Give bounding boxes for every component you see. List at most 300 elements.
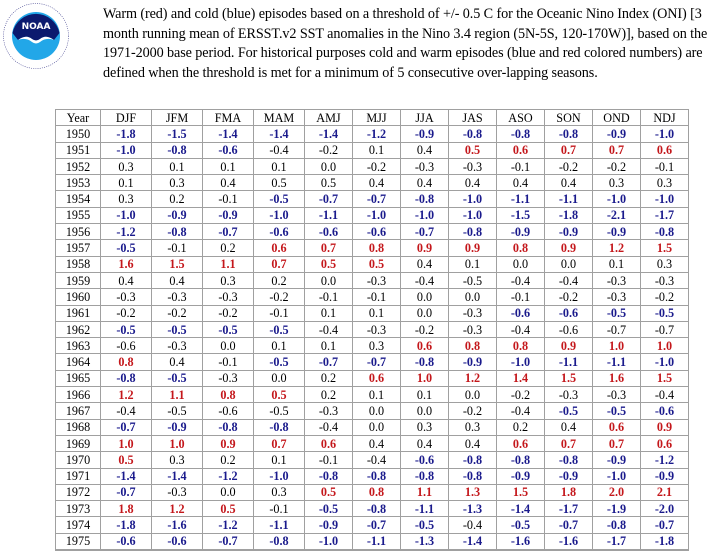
- cold-episode-value: -0.5: [152, 321, 203, 337]
- warm-episode-value: 1.0: [152, 435, 203, 451]
- warm-episode-value: 1.2: [152, 501, 203, 517]
- cold-episode-value: -0.9: [449, 354, 497, 370]
- oni-value: -0.2: [254, 289, 305, 305]
- oni-value: -0.5: [449, 272, 497, 288]
- cold-episode-value: -1.0: [449, 207, 497, 223]
- warm-episode-value: 0.8: [353, 484, 401, 500]
- cold-episode-value: -1.1: [545, 354, 593, 370]
- oni-value: 0.4: [353, 175, 401, 191]
- oni-value: 0.4: [497, 175, 545, 191]
- oni-value: -0.2: [401, 321, 449, 337]
- year-cell: 1972: [56, 484, 101, 500]
- oni-value: 0.3: [254, 484, 305, 500]
- warm-episode-value: 0.6: [401, 338, 449, 354]
- warm-episode-value: 0.5: [101, 452, 152, 468]
- cold-episode-value: -0.8: [449, 126, 497, 142]
- cold-episode-value: -0.9: [593, 452, 641, 468]
- warm-episode-value: 0.7: [593, 435, 641, 451]
- oni-value: -0.2: [101, 305, 152, 321]
- cold-episode-value: -1.1: [254, 517, 305, 533]
- warm-episode-value: 0.5: [254, 387, 305, 403]
- table-row: [56, 387, 689, 403]
- oni-value: -0.5: [152, 403, 203, 419]
- column-header-ond: OND: [593, 110, 641, 126]
- oni-value: 0.0: [401, 289, 449, 305]
- oni-value: -0.7: [641, 321, 689, 337]
- cold-episode-value: -0.9: [497, 224, 545, 240]
- oni-value: -0.2: [497, 387, 545, 403]
- warm-episode-value: 1.5: [545, 370, 593, 386]
- cold-episode-value: -0.7: [401, 224, 449, 240]
- oni-value: -0.2: [593, 158, 641, 174]
- year-cell: 1968: [56, 419, 101, 435]
- year-cell: 1957: [56, 240, 101, 256]
- cold-episode-value: -0.9: [593, 224, 641, 240]
- oni-value: -0.3: [305, 403, 353, 419]
- table-header-row: [56, 110, 689, 126]
- oni-value: -0.3: [152, 484, 203, 500]
- table-row: [56, 370, 689, 386]
- cold-episode-value: -0.9: [203, 207, 254, 223]
- oni-value: 0.4: [449, 435, 497, 451]
- warm-episode-value: 0.6: [353, 370, 401, 386]
- cold-episode-value: -0.8: [401, 191, 449, 207]
- column-header-aso: ASO: [497, 110, 545, 126]
- cold-episode-value: -0.7: [101, 484, 152, 500]
- oni-value: -0.3: [353, 321, 401, 337]
- table-row: [56, 158, 689, 174]
- cold-episode-value: -1.4: [305, 126, 353, 142]
- warm-episode-value: 2.1: [641, 484, 689, 500]
- cold-episode-value: -0.7: [545, 517, 593, 533]
- warm-episode-value: 1.0: [101, 435, 152, 451]
- oni-value: 0.1: [353, 387, 401, 403]
- cold-episode-value: -1.0: [305, 533, 353, 550]
- table-row: [56, 224, 689, 240]
- warm-episode-value: 0.8: [353, 240, 401, 256]
- warm-episode-value: 0.9: [545, 240, 593, 256]
- cold-episode-value: -0.8: [545, 452, 593, 468]
- oni-value: 0.1: [203, 158, 254, 174]
- oni-value: 0.4: [545, 419, 593, 435]
- oni-value: -0.1: [254, 501, 305, 517]
- oni-value: 0.0: [305, 158, 353, 174]
- year-cell: 1951: [56, 142, 101, 158]
- oni-value: -0.2: [305, 142, 353, 158]
- warm-episode-value: 0.5: [305, 256, 353, 272]
- warm-episode-value: 0.6: [497, 435, 545, 451]
- cold-episode-value: -2.0: [641, 501, 689, 517]
- oni-value: 0.4: [401, 435, 449, 451]
- oni-value: -0.3: [203, 370, 254, 386]
- cold-episode-value: -1.0: [254, 207, 305, 223]
- year-cell: 1974: [56, 517, 101, 533]
- warm-episode-value: 0.5: [203, 501, 254, 517]
- cold-episode-value: -1.1: [497, 191, 545, 207]
- oni-value: 0.3: [101, 191, 152, 207]
- table-row: [56, 435, 689, 451]
- oni-value: 0.4: [152, 354, 203, 370]
- table-row: [56, 256, 689, 272]
- cold-episode-value: -1.8: [101, 517, 152, 533]
- cold-episode-value: -1.1: [593, 354, 641, 370]
- oni-value: -0.3: [593, 289, 641, 305]
- oni-value: 0.0: [401, 305, 449, 321]
- column-header-year: Year: [56, 110, 101, 126]
- oni-value: 0.1: [254, 338, 305, 354]
- year-cell: 1950: [56, 126, 101, 142]
- warm-episode-value: 1.1: [203, 256, 254, 272]
- table-row: [56, 533, 689, 550]
- oni-value: -0.1: [641, 158, 689, 174]
- cold-episode-value: -0.7: [641, 517, 689, 533]
- oni-value: 0.3: [152, 452, 203, 468]
- oni-value: -0.6: [101, 338, 152, 354]
- year-cell: 1975: [56, 533, 101, 550]
- oni-value: -0.3: [152, 338, 203, 354]
- warm-episode-value: 1.0: [401, 370, 449, 386]
- oni-value: -0.4: [641, 387, 689, 403]
- table-row: [56, 240, 689, 256]
- warm-episode-value: 1.2: [449, 370, 497, 386]
- cold-episode-value: -0.8: [497, 452, 545, 468]
- cold-episode-value: -1.7: [593, 533, 641, 550]
- cold-episode-value: -1.4: [254, 126, 305, 142]
- oni-value: -0.4: [353, 452, 401, 468]
- cold-episode-value: -1.7: [641, 207, 689, 223]
- cold-episode-value: -0.8: [449, 468, 497, 484]
- oni-value: 0.5: [305, 175, 353, 191]
- oni-value: -0.3: [101, 289, 152, 305]
- warm-episode-value: 0.6: [641, 435, 689, 451]
- oni-value: 0.2: [305, 387, 353, 403]
- oni-value: 0.0: [305, 272, 353, 288]
- year-cell: 1963: [56, 338, 101, 354]
- cold-episode-value: -0.6: [101, 533, 152, 550]
- cold-episode-value: -0.5: [254, 354, 305, 370]
- oni-value: -0.1: [152, 240, 203, 256]
- oni-value: 0.1: [101, 175, 152, 191]
- oni-value: 0.1: [152, 158, 203, 174]
- oni-value: -0.1: [305, 452, 353, 468]
- oni-value: -0.4: [101, 403, 152, 419]
- column-header-jja: JJA: [401, 110, 449, 126]
- cold-episode-value: -0.7: [203, 224, 254, 240]
- oni-value: 0.4: [401, 256, 449, 272]
- warm-episode-value: 0.9: [449, 240, 497, 256]
- oni-value: -0.6: [545, 321, 593, 337]
- oni-value: -0.4: [497, 321, 545, 337]
- cold-episode-value: -1.0: [353, 207, 401, 223]
- table-row: [56, 517, 689, 533]
- oni-value: 0.0: [203, 338, 254, 354]
- oni-value: -0.2: [641, 289, 689, 305]
- year-cell: 1956: [56, 224, 101, 240]
- warm-episode-value: 0.9: [641, 419, 689, 435]
- oni-value: 0.0: [401, 403, 449, 419]
- column-header-mam: MAM: [254, 110, 305, 126]
- table-row: [56, 452, 689, 468]
- oni-value: 0.1: [254, 452, 305, 468]
- warm-episode-value: 0.7: [593, 142, 641, 158]
- oni-value: -0.1: [203, 191, 254, 207]
- oni-value: 0.1: [353, 142, 401, 158]
- cold-episode-value: -1.2: [353, 126, 401, 142]
- cold-episode-value: -1.7: [545, 501, 593, 517]
- cold-episode-value: -1.8: [101, 126, 152, 142]
- oni-value: 0.5: [254, 175, 305, 191]
- warm-episode-value: 1.6: [101, 256, 152, 272]
- oni-value: 0.0: [254, 370, 305, 386]
- warm-episode-value: 1.0: [641, 338, 689, 354]
- oni-value: -0.3: [401, 158, 449, 174]
- oni-value: -0.1: [497, 158, 545, 174]
- table-row: [56, 207, 689, 223]
- cold-episode-value: -0.5: [254, 321, 305, 337]
- oni-value: -0.4: [497, 272, 545, 288]
- cold-episode-value: -0.8: [449, 452, 497, 468]
- warm-episode-value: 0.6: [305, 435, 353, 451]
- cold-episode-value: -1.0: [101, 142, 152, 158]
- table-row: [56, 175, 689, 191]
- oni-value: -0.4: [401, 272, 449, 288]
- cold-episode-value: -0.8: [353, 468, 401, 484]
- cold-episode-value: -0.8: [449, 224, 497, 240]
- cold-episode-value: -1.3: [449, 501, 497, 517]
- cold-episode-value: -1.0: [641, 354, 689, 370]
- cold-episode-value: -0.8: [101, 370, 152, 386]
- oni-value: 0.2: [305, 370, 353, 386]
- cold-episode-value: -0.5: [593, 305, 641, 321]
- oni-value: 0.1: [353, 305, 401, 321]
- oni-value: 0.3: [641, 175, 689, 191]
- year-cell: 1970: [56, 452, 101, 468]
- oni-value: 0.3: [593, 175, 641, 191]
- year-cell: 1965: [56, 370, 101, 386]
- noaa-logo-icon: [2, 2, 70, 70]
- table-row: [56, 126, 689, 142]
- table-row: [56, 484, 689, 500]
- warm-episode-value: 0.5: [449, 142, 497, 158]
- column-header-djf: DJF: [101, 110, 152, 126]
- cold-episode-value: -0.6: [641, 403, 689, 419]
- column-header-ndj: NDJ: [641, 110, 689, 126]
- cold-episode-value: -0.5: [545, 403, 593, 419]
- warm-episode-value: 0.6: [254, 240, 305, 256]
- oni-value: -0.3: [152, 289, 203, 305]
- oni-value: -0.4: [449, 517, 497, 533]
- warm-episode-value: 0.6: [497, 142, 545, 158]
- oni-value: 0.0: [449, 289, 497, 305]
- year-cell: 1958: [56, 256, 101, 272]
- oni-value: 0.1: [305, 305, 353, 321]
- oni-value: 0.1: [401, 387, 449, 403]
- cold-episode-value: -0.7: [101, 419, 152, 435]
- column-header-amj: AMJ: [305, 110, 353, 126]
- cold-episode-value: -0.8: [545, 126, 593, 142]
- warm-episode-value: 1.5: [152, 256, 203, 272]
- oni-value: 0.2: [254, 272, 305, 288]
- cold-episode-value: -1.5: [497, 207, 545, 223]
- warm-episode-value: 0.9: [203, 435, 254, 451]
- oni-value: -0.3: [593, 387, 641, 403]
- oni-value: -0.3: [353, 272, 401, 288]
- cold-episode-value: -0.5: [593, 403, 641, 419]
- cold-episode-value: -0.8: [203, 419, 254, 435]
- cold-episode-value: -1.5: [152, 126, 203, 142]
- oni-value: 0.4: [401, 175, 449, 191]
- oni-value: 0.3: [449, 419, 497, 435]
- cold-episode-value: -0.8: [152, 224, 203, 240]
- cold-episode-value: -0.9: [545, 468, 593, 484]
- oni-value: 0.4: [353, 435, 401, 451]
- oni-value: 0.4: [101, 272, 152, 288]
- cold-episode-value: -1.2: [641, 452, 689, 468]
- cold-episode-value: -0.8: [305, 468, 353, 484]
- cold-episode-value: -0.9: [497, 468, 545, 484]
- oni-value: -0.3: [545, 387, 593, 403]
- cold-episode-value: -0.9: [401, 126, 449, 142]
- oni-value: 0.3: [101, 158, 152, 174]
- warm-episode-value: 0.9: [401, 240, 449, 256]
- oni-value: 0.2: [203, 452, 254, 468]
- warm-episode-value: 1.5: [641, 370, 689, 386]
- cold-episode-value: -0.9: [305, 517, 353, 533]
- warm-episode-value: 1.6: [593, 370, 641, 386]
- oni-value: -0.2: [449, 403, 497, 419]
- oni-value: -0.4: [497, 403, 545, 419]
- cold-episode-value: -0.5: [305, 501, 353, 517]
- year-cell: 1955: [56, 207, 101, 223]
- oni-value: 0.3: [401, 419, 449, 435]
- cold-episode-value: -1.9: [593, 501, 641, 517]
- cold-episode-value: -1.0: [449, 191, 497, 207]
- table-row: [56, 191, 689, 207]
- caption-text: Warm (red) and cold (blue) episodes based on a threshold of +/- 0.5 C for the Oceanic Nino Index (ONI) [3 month running mean of ERSST.v2 SST anomalies in the Nino 3.4 region (5N-5S, 120-170W)], based on the 1971-2000 base period. For historical purposes cold and warm episodes (blue and red colored numbers) are defined when the threshold is met for a minimum of 5 consecutive over-lapping seasons.: [103, 6, 708, 81]
- cold-episode-value: -0.8: [254, 419, 305, 435]
- cold-episode-value: -0.5: [254, 191, 305, 207]
- cold-episode-value: -0.5: [497, 517, 545, 533]
- oni-value: -0.3: [449, 305, 497, 321]
- oni-value: 0.4: [545, 175, 593, 191]
- oni-value: 0.2: [152, 191, 203, 207]
- cold-episode-value: -1.1: [401, 501, 449, 517]
- year-cell: 1969: [56, 435, 101, 451]
- oni-value: -0.2: [353, 158, 401, 174]
- cold-episode-value: -1.1: [353, 533, 401, 550]
- year-cell: 1973: [56, 501, 101, 517]
- cold-episode-value: -1.0: [641, 126, 689, 142]
- cold-episode-value: -0.7: [353, 354, 401, 370]
- warm-episode-value: 0.6: [593, 419, 641, 435]
- cold-episode-value: -0.8: [401, 468, 449, 484]
- cold-episode-value: -1.4: [152, 468, 203, 484]
- cold-episode-value: -0.8: [254, 533, 305, 550]
- warm-episode-value: 0.7: [545, 435, 593, 451]
- cold-episode-value: -1.6: [152, 517, 203, 533]
- table-row: [56, 354, 689, 370]
- cold-episode-value: -1.8: [545, 207, 593, 223]
- cold-episode-value: -0.9: [593, 126, 641, 142]
- oni-value: -0.2: [545, 158, 593, 174]
- table-row: [56, 468, 689, 484]
- cold-episode-value: -1.4: [497, 501, 545, 517]
- cold-episode-value: -1.0: [641, 191, 689, 207]
- warm-episode-value: 0.7: [545, 142, 593, 158]
- column-header-fma: FMA: [203, 110, 254, 126]
- oni-value: 0.0: [353, 419, 401, 435]
- cold-episode-value: -0.9: [545, 224, 593, 240]
- oni-value: 0.2: [497, 419, 545, 435]
- oni-value: 0.1: [305, 338, 353, 354]
- warm-episode-value: 1.0: [593, 338, 641, 354]
- warm-episode-value: 0.5: [353, 256, 401, 272]
- cold-episode-value: -0.6: [497, 305, 545, 321]
- cold-episode-value: -1.0: [254, 468, 305, 484]
- warm-episode-value: 1.2: [593, 240, 641, 256]
- table-row: [56, 338, 689, 354]
- cold-episode-value: -0.9: [152, 207, 203, 223]
- table-row: [56, 419, 689, 435]
- cold-episode-value: -0.6: [152, 533, 203, 550]
- cold-episode-value: -0.5: [152, 370, 203, 386]
- cold-episode-value: -1.8: [641, 533, 689, 550]
- year-cell: 1971: [56, 468, 101, 484]
- cold-episode-value: -1.2: [101, 224, 152, 240]
- oni-value: -0.1: [203, 354, 254, 370]
- warm-episode-value: 1.3: [449, 484, 497, 500]
- cold-episode-value: -0.9: [641, 468, 689, 484]
- cold-episode-value: -0.8: [593, 517, 641, 533]
- year-cell: 1967: [56, 403, 101, 419]
- warm-episode-value: 0.9: [545, 338, 593, 354]
- oni-value: -0.6: [203, 403, 254, 419]
- oni-value: -0.1: [497, 289, 545, 305]
- oni-value: 0.2: [203, 240, 254, 256]
- oni-value: 0.0: [353, 403, 401, 419]
- oni-value: 0.1: [593, 256, 641, 272]
- oni-value: 0.0: [203, 484, 254, 500]
- table-row: [56, 142, 689, 158]
- cold-episode-value: -1.0: [593, 191, 641, 207]
- oni-value: -0.5: [254, 403, 305, 419]
- column-header-son: SON: [545, 110, 593, 126]
- cold-episode-value: -0.5: [401, 517, 449, 533]
- warm-episode-value: 0.6: [641, 142, 689, 158]
- cold-episode-value: -0.7: [353, 191, 401, 207]
- year-cell: 1961: [56, 305, 101, 321]
- warm-episode-value: 1.5: [497, 484, 545, 500]
- oni-value: 0.3: [641, 256, 689, 272]
- cold-episode-value: -0.6: [545, 305, 593, 321]
- cold-episode-value: -0.5: [641, 305, 689, 321]
- cold-episode-value: -0.8: [497, 126, 545, 142]
- warm-episode-value: 0.7: [305, 240, 353, 256]
- cold-episode-value: -0.8: [401, 354, 449, 370]
- oni-value: -0.3: [449, 321, 497, 337]
- oni-value: -0.1: [353, 289, 401, 305]
- year-cell: 1966: [56, 387, 101, 403]
- cold-episode-value: -0.8: [641, 224, 689, 240]
- oni-value: 0.4: [449, 175, 497, 191]
- oni-value: 0.4: [152, 272, 203, 288]
- table-body: [56, 126, 689, 550]
- cold-episode-value: -0.7: [305, 354, 353, 370]
- warm-episode-value: 0.5: [305, 484, 353, 500]
- cold-episode-value: -0.9: [152, 419, 203, 435]
- oni-value: 0.0: [449, 387, 497, 403]
- warm-episode-value: 2.0: [593, 484, 641, 500]
